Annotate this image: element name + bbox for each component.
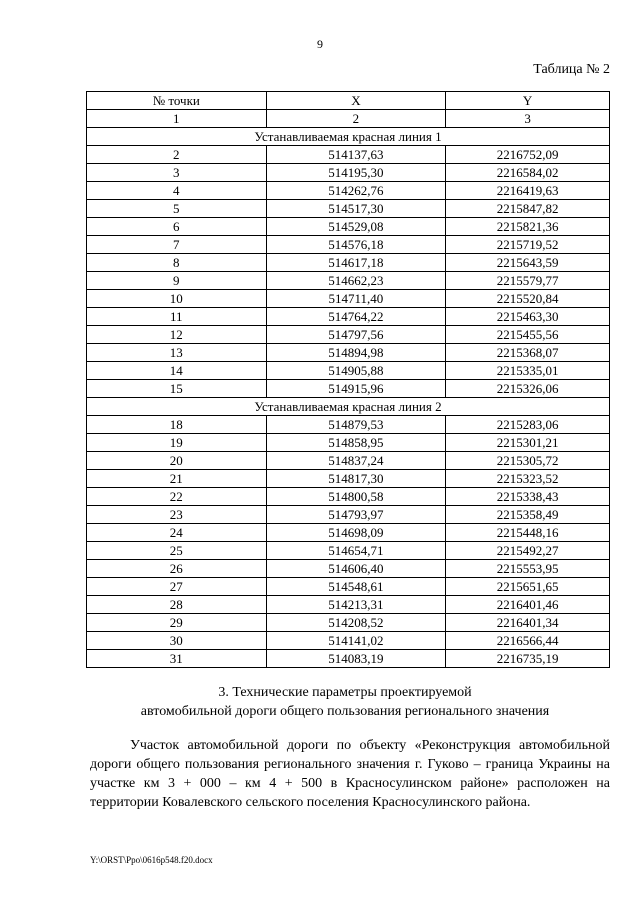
table-caption: Таблица № 2 [533, 62, 610, 77]
y-cell: 2215368,07 [446, 344, 610, 362]
x-cell: 514915,96 [266, 380, 446, 398]
point-number-cell: 2 [87, 146, 267, 164]
y-cell: 2216401,34 [446, 614, 610, 632]
x-cell: 514654,71 [266, 542, 446, 560]
point-number-cell: 31 [87, 650, 267, 668]
table-row [87, 632, 610, 650]
table-body [87, 128, 610, 668]
y-cell: 2216401,46 [446, 596, 610, 614]
point-number-cell: 22 [87, 488, 267, 506]
section-heading-line-1: 3. Технические параметры проектируемой [218, 685, 472, 700]
x-cell: 514195,30 [266, 164, 446, 182]
x-cell: 514141,02 [266, 632, 446, 650]
x-cell: 514711,40 [266, 290, 446, 308]
table-row [87, 614, 610, 632]
y-cell: 2216752,09 [446, 146, 610, 164]
table-row [87, 182, 610, 200]
x-cell: 514606,40 [266, 560, 446, 578]
table-row [87, 272, 610, 290]
y-cell: 2216566,44 [446, 632, 610, 650]
column-number-row [87, 110, 610, 128]
section-heading [60, 683, 630, 721]
header-x: X [266, 92, 446, 110]
section-title-row [87, 128, 610, 146]
point-number-cell: 6 [87, 218, 267, 236]
page-number: 9 [317, 37, 323, 51]
x-cell: 514797,56 [266, 326, 446, 344]
point-number-cell: 19 [87, 434, 267, 452]
table-row [87, 452, 610, 470]
section-title-row [87, 398, 610, 416]
table-row [87, 524, 610, 542]
x-cell: 514764,22 [266, 308, 446, 326]
y-cell: 2215643,59 [446, 254, 610, 272]
section-title-cell: Устанавливаемая красная линия 1 [87, 128, 610, 146]
body-paragraph [90, 736, 610, 812]
point-number-cell: 20 [87, 452, 267, 470]
x-cell: 514083,19 [266, 650, 446, 668]
x-cell: 514548,61 [266, 578, 446, 596]
table-row [87, 488, 610, 506]
y-cell: 2215821,36 [446, 218, 610, 236]
table-row [87, 578, 610, 596]
y-cell: 2216735,19 [446, 650, 610, 668]
table-row [87, 308, 610, 326]
point-number-cell: 14 [87, 362, 267, 380]
footer-file-path: Y:\ORST\Ppo\0616p548.f20.docx [90, 855, 213, 865]
x-cell: 514858,95 [266, 434, 446, 452]
point-number-cell: 7 [87, 236, 267, 254]
point-number-cell: 11 [87, 308, 267, 326]
table-row [87, 596, 610, 614]
table-row [87, 362, 610, 380]
column-number: 3 [446, 110, 610, 128]
point-number-cell: 13 [87, 344, 267, 362]
point-number-cell: 25 [87, 542, 267, 560]
header-point-number: № точки [87, 92, 267, 110]
point-number-cell: 18 [87, 416, 267, 434]
table-row [87, 254, 610, 272]
x-cell: 514817,30 [266, 470, 446, 488]
table-row [87, 344, 610, 362]
table-row [87, 164, 610, 182]
section-heading-line-2: автомобильной дороги общего пользования регионального значения [140, 704, 550, 719]
point-number-cell: 12 [87, 326, 267, 344]
point-number-cell: 28 [87, 596, 267, 614]
x-cell: 514262,76 [266, 182, 446, 200]
y-cell: 2215455,56 [446, 326, 610, 344]
point-number-cell: 21 [87, 470, 267, 488]
coordinates-table [86, 91, 610, 668]
point-number-cell: 10 [87, 290, 267, 308]
y-cell: 2215492,27 [446, 542, 610, 560]
x-cell: 514698,09 [266, 524, 446, 542]
point-number-cell: 5 [87, 200, 267, 218]
point-number-cell: 26 [87, 560, 267, 578]
header-y: Y [446, 92, 610, 110]
x-cell: 514800,58 [266, 488, 446, 506]
y-cell: 2216419,63 [446, 182, 610, 200]
y-cell: 2215301,21 [446, 434, 610, 452]
x-cell: 514905,88 [266, 362, 446, 380]
x-cell: 514208,52 [266, 614, 446, 632]
table-row [87, 542, 610, 560]
x-cell: 514879,53 [266, 416, 446, 434]
x-cell: 514213,31 [266, 596, 446, 614]
table-row [87, 560, 610, 578]
point-number-cell: 23 [87, 506, 267, 524]
y-cell: 2215520,84 [446, 290, 610, 308]
x-cell: 514529,08 [266, 218, 446, 236]
y-cell: 2215305,72 [446, 452, 610, 470]
y-cell: 2215579,77 [446, 272, 610, 290]
y-cell: 2215326,06 [446, 380, 610, 398]
table-row [87, 506, 610, 524]
point-number-cell: 9 [87, 272, 267, 290]
table-header-row [87, 92, 610, 110]
point-number-cell: 30 [87, 632, 267, 650]
column-number: 2 [266, 110, 446, 128]
table-row [87, 218, 610, 236]
table-row [87, 434, 610, 452]
y-cell: 2215553,95 [446, 560, 610, 578]
x-cell: 514137,63 [266, 146, 446, 164]
point-number-cell: 4 [87, 182, 267, 200]
table-row [87, 416, 610, 434]
y-cell: 2215651,65 [446, 578, 610, 596]
y-cell: 2215338,43 [446, 488, 610, 506]
column-number: 1 [87, 110, 267, 128]
y-cell: 2215358,49 [446, 506, 610, 524]
x-cell: 514793,97 [266, 506, 446, 524]
section-title-cell: Устанавливаемая красная линия 2 [87, 398, 610, 416]
table-row [87, 200, 610, 218]
x-cell: 514517,30 [266, 200, 446, 218]
x-cell: 514894,98 [266, 344, 446, 362]
y-cell: 2215323,52 [446, 470, 610, 488]
y-cell: 2215448,16 [446, 524, 610, 542]
body-paragraph-text: Участок автомобильной дороги по объекту «Реконструкция автомобильной дороги общего пользования регионального значения г. Гуково – граница Украины на участке км 3 + 000 – км 4 + 500 в Красносулинском районе» расположен на территории Ковалевского сельского поселения Красносулинского района. [90, 738, 610, 810]
y-cell: 2215283,06 [446, 416, 610, 434]
x-cell: 514617,18 [266, 254, 446, 272]
point-number-cell: 27 [87, 578, 267, 596]
table-row [87, 470, 610, 488]
y-cell: 2215463,30 [446, 308, 610, 326]
y-cell: 2215335,01 [446, 362, 610, 380]
point-number-cell: 3 [87, 164, 267, 182]
table-row [87, 326, 610, 344]
table-row [87, 380, 610, 398]
table-row [87, 290, 610, 308]
x-cell: 514576,18 [266, 236, 446, 254]
y-cell: 2215719,52 [446, 236, 610, 254]
y-cell: 2216584,02 [446, 164, 610, 182]
table-row [87, 650, 610, 668]
y-cell: 2215847,82 [446, 200, 610, 218]
x-cell: 514837,24 [266, 452, 446, 470]
point-number-cell: 15 [87, 380, 267, 398]
x-cell: 514662,23 [266, 272, 446, 290]
table-row [87, 146, 610, 164]
point-number-cell: 8 [87, 254, 267, 272]
point-number-cell: 24 [87, 524, 267, 542]
point-number-cell: 29 [87, 614, 267, 632]
table-row [87, 236, 610, 254]
